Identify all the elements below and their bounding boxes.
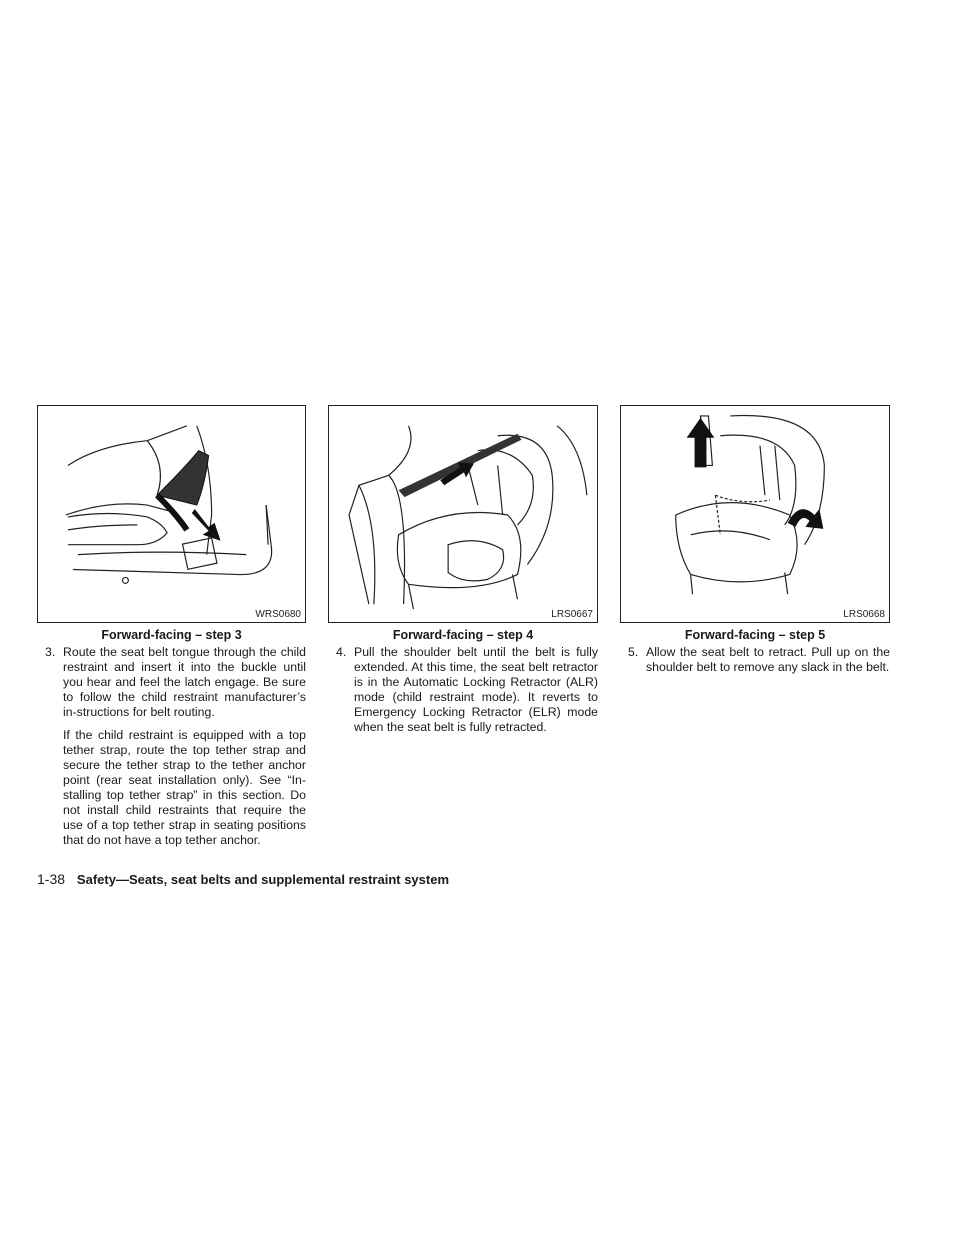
figure-code: LRS0668 — [843, 609, 885, 620]
column-step-4 — [328, 405, 598, 735]
instruction-step — [620, 645, 890, 675]
column-step-3 — [37, 405, 306, 848]
figure-caption: Forward-facing – step 5 — [684, 628, 826, 642]
figure-caption: Forward-facing – step 4 — [392, 628, 534, 642]
figure-step-3 — [37, 405, 306, 623]
instruction-step — [37, 645, 306, 720]
page-number: 1-38 — [37, 871, 66, 887]
step-text: Allow the seat belt to retract. Pull up on the shoulder belt to remove any slack in the belt. — [646, 645, 890, 674]
tether-paragraph: If the child restraint is equipped with a top tether strap, route the top tether strap and secure the tether strap to the tether anchor point (rear seat installation only). See “In-stalling top tether strap” in this section. Do not install child restraints that require the use of a top tether strap in seating positions that do not have a top tether anchor. — [63, 728, 306, 847]
belt-retract-illustration — [621, 406, 889, 622]
step-number: 5. — [628, 645, 639, 659]
step-number: 3. — [45, 645, 56, 659]
step-text: Route the seat belt tongue through the child restraint and insert it into the buckle until you hear and feel the latch engage. Be sure to follow the child restraint manufacturer’s in-structions for belt routing. — [63, 645, 306, 719]
page-footer — [37, 871, 449, 887]
step-number: 4. — [336, 645, 347, 659]
figure-code: LRS0667 — [551, 609, 593, 620]
figure-step-4 — [328, 405, 598, 623]
section-title: Safety—Seats, seat belts and supplemental restraint system — [76, 872, 450, 887]
step-text: Pull the shoulder belt until the belt is fully extended. At this time, the seat belt retractor is in the Automatic Locking Retractor (ALR) mode (child restraint mode). It reverts to Emergency Locking Retractor (ELR) mode when the seat belt is fully retracted. — [354, 645, 598, 734]
column-step-5 — [620, 405, 890, 675]
figure-code: WRS0680 — [255, 609, 301, 620]
seat-belt-buckle-illustration — [38, 406, 305, 622]
instruction-step — [328, 645, 598, 735]
shoulder-belt-pull-illustration — [329, 406, 597, 622]
figure-caption: Forward-facing – step 3 — [101, 628, 242, 642]
figure-step-5 — [620, 405, 890, 623]
